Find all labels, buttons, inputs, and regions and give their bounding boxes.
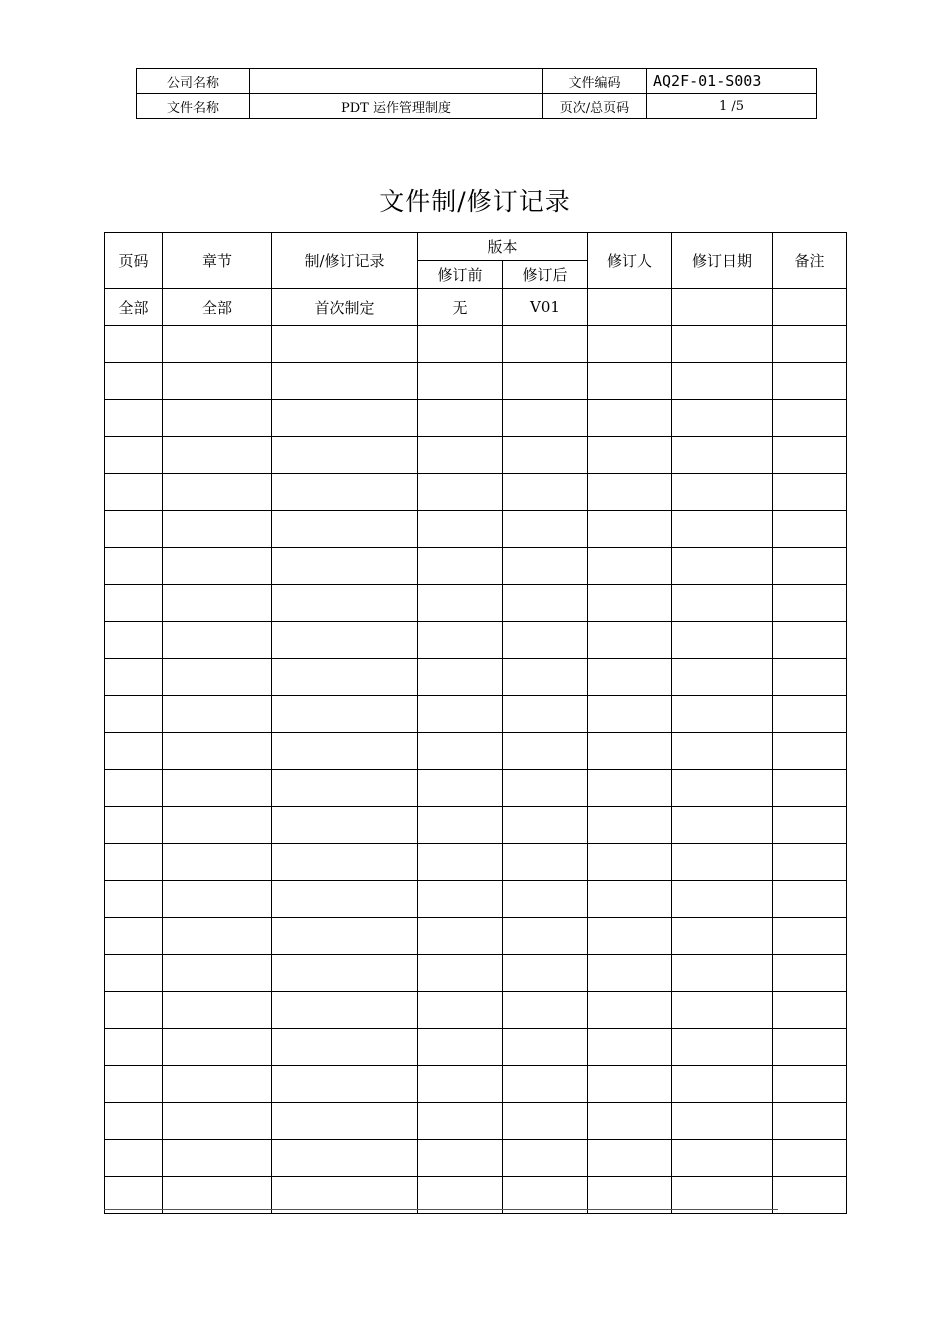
table-cell (773, 585, 847, 622)
table-row (105, 511, 847, 548)
table-cell (418, 400, 503, 437)
table-cell (272, 474, 418, 511)
table-cell (503, 437, 588, 474)
table-cell (503, 326, 588, 363)
table-header-row (105, 233, 847, 261)
table-cell (272, 585, 418, 622)
table-cell (105, 733, 163, 770)
table-cell (588, 733, 672, 770)
table-cell (588, 955, 672, 992)
table-cell (418, 363, 503, 400)
table-cell (588, 918, 672, 955)
table-cell: V01 (503, 289, 588, 326)
table-cell (672, 955, 773, 992)
table-row (105, 1066, 847, 1103)
table-cell (272, 733, 418, 770)
table-row (105, 400, 847, 437)
table-cell (588, 1066, 672, 1103)
table-cell (163, 548, 272, 585)
table-cell (105, 770, 163, 807)
header-version: 版本 (418, 233, 588, 261)
table-cell (773, 363, 847, 400)
table-cell (163, 400, 272, 437)
table-cell (105, 1140, 163, 1177)
table-cell (163, 659, 272, 696)
table-cell (163, 585, 272, 622)
revision-table-body (105, 289, 847, 1214)
table-cell (588, 1177, 672, 1214)
table-cell (672, 400, 773, 437)
table-cell (503, 548, 588, 585)
table-cell (588, 1103, 672, 1140)
company-label: 公司名称 (137, 69, 250, 94)
table-row (105, 955, 847, 992)
table-cell (773, 400, 847, 437)
table-cell (105, 992, 163, 1029)
table-row (105, 585, 847, 622)
doc-code-label: 文件编码 (543, 69, 647, 94)
doc-name-value: PDT 运作管理制度 (250, 94, 543, 119)
table-cell (105, 659, 163, 696)
table-cell (588, 992, 672, 1029)
table-cell (163, 511, 272, 548)
table-cell (503, 622, 588, 659)
table-cell (272, 400, 418, 437)
table-cell (105, 511, 163, 548)
table-cell (163, 474, 272, 511)
table-cell (503, 1140, 588, 1177)
table-cell (272, 363, 418, 400)
table-row (105, 289, 847, 326)
table-cell (503, 363, 588, 400)
table-cell (418, 585, 503, 622)
table-cell (773, 918, 847, 955)
table-cell (773, 326, 847, 363)
table-cell (272, 992, 418, 1029)
table-cell (503, 400, 588, 437)
table-cell (672, 659, 773, 696)
table-cell (588, 326, 672, 363)
table-cell (272, 511, 418, 548)
table-cell (272, 696, 418, 733)
table-cell (418, 1177, 503, 1214)
table-cell (503, 1103, 588, 1140)
table-cell (503, 1066, 588, 1103)
table-cell (588, 622, 672, 659)
table-cell (418, 326, 503, 363)
table-cell (163, 437, 272, 474)
doc-name-label: 文件名称 (137, 94, 250, 119)
table-cell (672, 1066, 773, 1103)
document-header-table (136, 68, 817, 119)
table-cell (503, 955, 588, 992)
table-cell (163, 622, 272, 659)
table-cell: 全部 (163, 289, 272, 326)
table-cell (105, 363, 163, 400)
table-cell (773, 659, 847, 696)
table-cell (105, 548, 163, 585)
table-cell (418, 659, 503, 696)
table-cell (588, 289, 672, 326)
table-cell (163, 881, 272, 918)
table-cell (672, 1177, 773, 1214)
table-cell (588, 400, 672, 437)
table-cell (672, 770, 773, 807)
table-cell (773, 881, 847, 918)
table-cell (272, 659, 418, 696)
table-cell (503, 992, 588, 1029)
revision-record-table (104, 232, 847, 1214)
table-row (105, 807, 847, 844)
table-row (105, 770, 847, 807)
table-cell (588, 1029, 672, 1066)
table-cell (588, 474, 672, 511)
table-cell (672, 733, 773, 770)
table-cell (672, 1140, 773, 1177)
table-cell (503, 844, 588, 881)
table-cell (418, 955, 503, 992)
table-cell (272, 1140, 418, 1177)
table-cell (503, 770, 588, 807)
table-cell (672, 881, 773, 918)
table-cell (773, 955, 847, 992)
header-version-before: 修订前 (418, 261, 503, 289)
table-cell (163, 844, 272, 881)
table-cell (163, 1103, 272, 1140)
table-cell (773, 696, 847, 733)
table-cell (418, 992, 503, 1029)
table-cell (503, 474, 588, 511)
table-cell (672, 289, 773, 326)
table-cell (588, 844, 672, 881)
table-cell (105, 1103, 163, 1140)
table-cell (773, 1029, 847, 1066)
table-cell (773, 1066, 847, 1103)
header-reviser: 修订人 (588, 233, 672, 289)
table-cell: 全部 (105, 289, 163, 326)
table-row (105, 1029, 847, 1066)
table-row (105, 1177, 847, 1214)
table-row (105, 844, 847, 881)
table-cell (163, 1140, 272, 1177)
table-cell (773, 1140, 847, 1177)
table-cell (163, 992, 272, 1029)
table-cell (588, 807, 672, 844)
table-cell (272, 1177, 418, 1214)
table-cell (418, 696, 503, 733)
header-row-company (137, 69, 817, 94)
table-cell (105, 1029, 163, 1066)
table-cell (418, 770, 503, 807)
table-cell (418, 1029, 503, 1066)
table-row (105, 1140, 847, 1177)
table-cell (672, 807, 773, 844)
table-cell (105, 807, 163, 844)
table-cell (588, 696, 672, 733)
table-cell (272, 807, 418, 844)
table-row (105, 1103, 847, 1140)
table-cell (503, 511, 588, 548)
header-version-after: 修订后 (503, 261, 588, 289)
footer-divider (104, 1209, 778, 1210)
table-cell (105, 696, 163, 733)
table-cell (163, 363, 272, 400)
table-cell (773, 992, 847, 1029)
table-row (105, 437, 847, 474)
table-cell (588, 437, 672, 474)
table-cell (105, 400, 163, 437)
table-row (105, 733, 847, 770)
table-row (105, 696, 847, 733)
table-cell (588, 585, 672, 622)
table-row (105, 326, 847, 363)
table-cell (105, 844, 163, 881)
table-cell (163, 1066, 272, 1103)
table-cell (105, 881, 163, 918)
table-cell (672, 1103, 773, 1140)
table-row (105, 548, 847, 585)
table-cell (272, 437, 418, 474)
table-cell (105, 918, 163, 955)
header-remark: 备注 (773, 233, 847, 289)
table-cell (418, 622, 503, 659)
table-cell (773, 289, 847, 326)
table-cell (272, 881, 418, 918)
table-cell (418, 437, 503, 474)
table-cell: 首次制定 (272, 289, 418, 326)
page-label: 页次/总页码 (543, 94, 647, 119)
table-cell (672, 992, 773, 1029)
table-cell (272, 1029, 418, 1066)
table-cell (503, 585, 588, 622)
table-cell (773, 511, 847, 548)
header-record: 制/修订记录 (272, 233, 418, 289)
table-cell (272, 770, 418, 807)
table-cell (163, 1029, 272, 1066)
table-row (105, 659, 847, 696)
table-cell (773, 844, 847, 881)
table-cell (163, 1177, 272, 1214)
page-title: 文件制/修订记录 (379, 187, 571, 216)
table-row (105, 881, 847, 918)
header-page: 页码 (105, 233, 163, 289)
doc-code-value: AQ2F-01-S003 (647, 69, 817, 94)
table-cell (672, 622, 773, 659)
table-cell (503, 918, 588, 955)
table-cell (503, 881, 588, 918)
table-cell (773, 622, 847, 659)
table-cell (503, 1177, 588, 1214)
table-row (105, 992, 847, 1029)
table-cell (588, 511, 672, 548)
table-cell (672, 474, 773, 511)
table-cell (272, 548, 418, 585)
header-chapter: 章节 (163, 233, 272, 289)
table-cell (503, 807, 588, 844)
table-cell (105, 955, 163, 992)
table-cell (672, 696, 773, 733)
table-cell (773, 733, 847, 770)
header-row-docname (137, 94, 817, 119)
header-date: 修订日期 (672, 233, 773, 289)
table-cell (163, 733, 272, 770)
table-cell (773, 1103, 847, 1140)
table-cell (503, 733, 588, 770)
table-cell (773, 770, 847, 807)
table-cell (418, 844, 503, 881)
table-cell (418, 918, 503, 955)
table-cell (672, 1029, 773, 1066)
table-row (105, 363, 847, 400)
table-cell (672, 585, 773, 622)
table-cell (272, 326, 418, 363)
table-cell (105, 1177, 163, 1214)
table-cell (588, 548, 672, 585)
table-cell (672, 511, 773, 548)
table-cell (588, 363, 672, 400)
table-cell (418, 807, 503, 844)
table-cell (105, 622, 163, 659)
table-cell (773, 1177, 847, 1214)
table-cell (272, 918, 418, 955)
table-cell (105, 326, 163, 363)
table-cell (672, 326, 773, 363)
table-cell (672, 548, 773, 585)
table-cell (503, 1029, 588, 1066)
table-cell (672, 918, 773, 955)
table-cell (503, 696, 588, 733)
table-row (105, 474, 847, 511)
table-cell (418, 1066, 503, 1103)
table-cell (503, 659, 588, 696)
table-cell (272, 955, 418, 992)
table-cell (588, 881, 672, 918)
table-cell (163, 955, 272, 992)
table-cell (418, 881, 503, 918)
table-cell (773, 548, 847, 585)
table-cell (672, 437, 773, 474)
table-row (105, 622, 847, 659)
table-cell: 无 (418, 289, 503, 326)
table-cell (418, 1140, 503, 1177)
table-cell (418, 1103, 503, 1140)
table-cell (105, 437, 163, 474)
table-cell (418, 511, 503, 548)
table-cell (588, 659, 672, 696)
table-cell (588, 1140, 672, 1177)
table-cell (672, 844, 773, 881)
table-row (105, 918, 847, 955)
table-cell (418, 548, 503, 585)
table-cell (418, 733, 503, 770)
table-cell (272, 622, 418, 659)
table-cell (588, 770, 672, 807)
table-cell (163, 326, 272, 363)
table-cell (272, 844, 418, 881)
table-cell (672, 363, 773, 400)
page-value: 1 /5 (647, 94, 817, 119)
table-cell (418, 474, 503, 511)
table-cell (105, 474, 163, 511)
table-cell (773, 437, 847, 474)
table-cell (272, 1066, 418, 1103)
table-cell (272, 1103, 418, 1140)
table-cell (163, 918, 272, 955)
table-cell (163, 807, 272, 844)
table-cell (163, 696, 272, 733)
table-cell (773, 807, 847, 844)
company-value (250, 69, 543, 94)
table-cell (773, 474, 847, 511)
table-cell (163, 770, 272, 807)
table-cell (105, 585, 163, 622)
table-cell (105, 1066, 163, 1103)
